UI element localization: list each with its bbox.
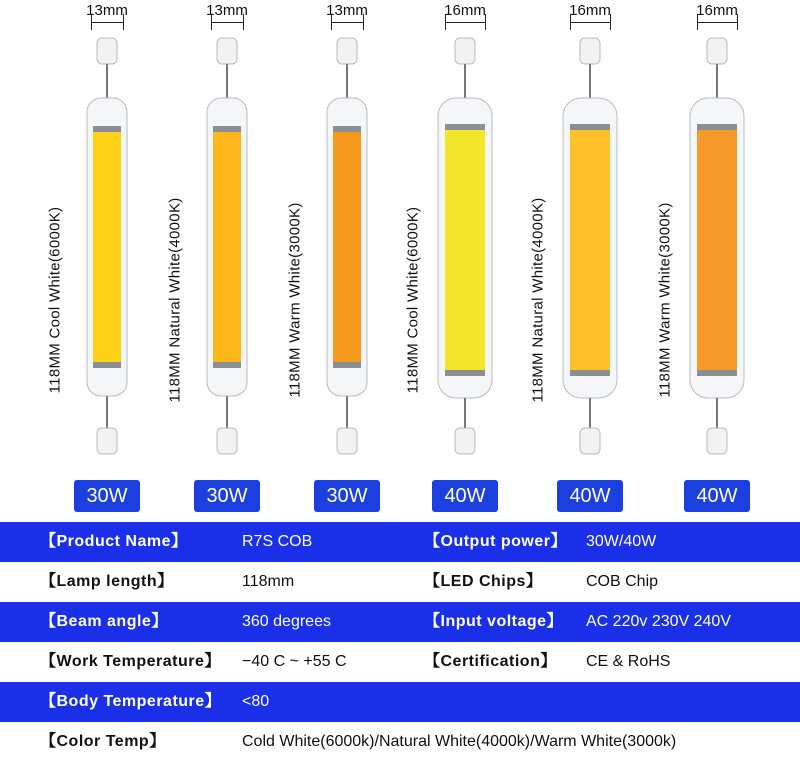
length-text: 118MM Warm White(3000K) <box>286 202 304 398</box>
length-text: 118MM Warm White(3000K) <box>656 202 674 398</box>
spec-key: 【Output power】 <box>424 533 567 550</box>
wattage-badge: 40W <box>557 480 623 512</box>
spec-row <box>0 562 800 602</box>
wattage-badge: 30W <box>314 480 380 512</box>
spec-value: CE & RoHS <box>586 653 671 670</box>
bulb-icon <box>167 0 287 480</box>
spec-value: COB Chip <box>586 573 659 590</box>
spec-key: 【LED Chips】 <box>424 573 543 590</box>
bulb-icon <box>657 0 777 480</box>
spec-key: 【Color Temp】 <box>40 733 166 750</box>
spec-value: <80 <box>242 693 270 710</box>
width-label: 16mm <box>444 2 486 19</box>
length-label <box>403 130 423 470</box>
spec-key: 【Work Temperature】 <box>40 653 221 670</box>
spec-row <box>0 722 800 762</box>
length-text: 118MM Natural White(4000K) <box>166 197 184 403</box>
lamp-2 <box>167 0 287 520</box>
spec-table <box>0 522 800 762</box>
length-label <box>528 130 548 470</box>
wattage-badge: 40W <box>684 480 750 512</box>
bulb-icon <box>287 0 407 480</box>
lamp-6 <box>657 0 777 520</box>
length-label <box>655 130 675 470</box>
width-label: 16mm <box>696 2 738 19</box>
spec-value: AC 220v 230V 240V <box>586 613 731 630</box>
bulb-icon <box>530 0 650 480</box>
spec-key: 【Body Temperature】 <box>40 693 222 710</box>
spec-key: 【Product Name】 <box>40 533 188 550</box>
length-label <box>285 130 305 470</box>
spec-value: 30W/40W <box>586 533 657 550</box>
spec-key: 【Beam angle】 <box>40 613 168 630</box>
wattage-badge: 30W <box>194 480 260 512</box>
length-text: 118MM Natural White(4000K) <box>529 197 547 403</box>
wattage-badge: 30W <box>74 480 140 512</box>
spec-value: R7S COB <box>242 533 313 550</box>
length-label <box>45 130 65 470</box>
spec-key: 【Lamp length】 <box>40 573 174 590</box>
width-label: 16mm <box>569 2 611 19</box>
lamp-3 <box>287 0 407 520</box>
length-text: 118MM Cool White(6000K) <box>46 206 64 394</box>
spec-value: 118mm <box>242 573 295 590</box>
spec-row <box>0 642 800 682</box>
spec-value: Cold White(6000k)/Natural White(4000k)/Warm White(3000k) <box>242 733 677 750</box>
spec-row <box>0 522 800 562</box>
spec-value: 360 degrees <box>242 613 331 630</box>
lamp-1 <box>47 0 167 520</box>
lamp-5 <box>530 0 650 520</box>
width-label: 13mm <box>206 2 248 19</box>
width-label: 13mm <box>326 2 368 19</box>
length-label <box>165 130 185 470</box>
wattage-badge: 40W <box>432 480 498 512</box>
bulb-icon <box>47 0 167 480</box>
spec-row <box>0 682 800 722</box>
spec-row <box>0 602 800 642</box>
spec-value: −40 C ~ +55 C <box>242 653 347 670</box>
bulb-icon <box>405 0 525 480</box>
lamp-4 <box>405 0 525 520</box>
width-label: 13mm <box>86 2 128 19</box>
spec-key: 【Certification】 <box>424 653 557 670</box>
length-text: 118MM Cool White(6000K) <box>404 206 422 394</box>
spec-key: 【Input voltage】 <box>424 613 564 630</box>
